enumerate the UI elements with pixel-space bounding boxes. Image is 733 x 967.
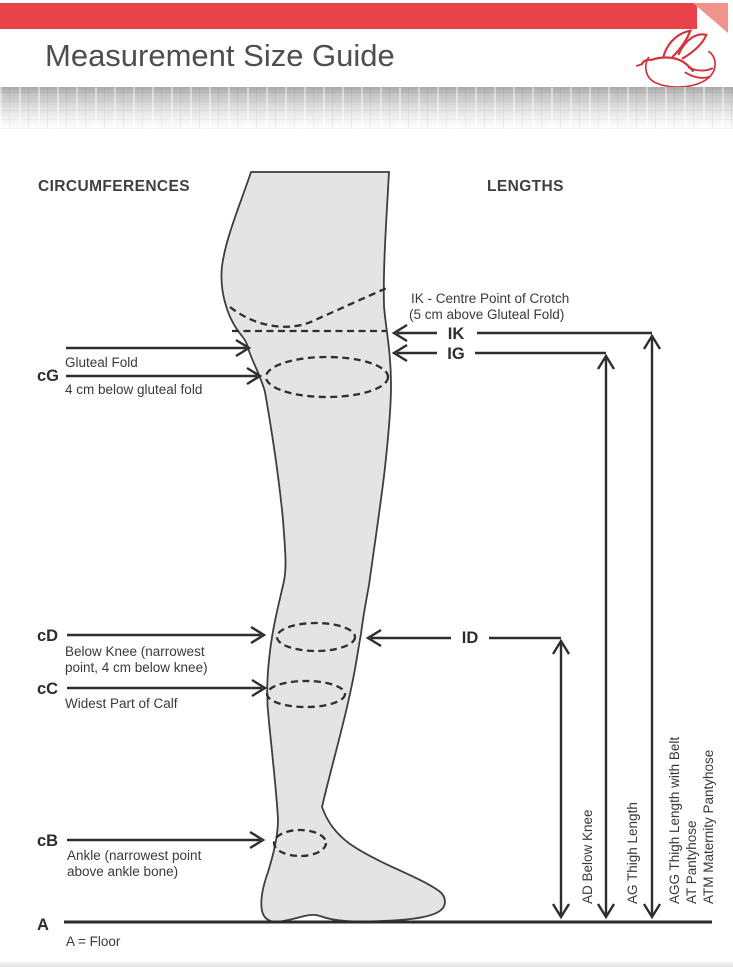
leg-illustration — [221, 172, 444, 922]
cb-label-line2: above ankle bone) — [67, 864, 179, 879]
ik-length-callout — [394, 325, 652, 343]
leg-outline — [221, 172, 444, 922]
ig-code: IG — [447, 345, 465, 363]
ad-label: AD Below Knee — [580, 809, 595, 904]
at-label: AT Pantyhose — [684, 820, 699, 904]
cb-label-line1: Ankle (narrowest point — [67, 848, 202, 863]
id-code: ID — [461, 629, 479, 647]
cb-callout — [37, 832, 263, 879]
circumferences-header: CIRCUMFERENCES — [38, 178, 190, 195]
ad-measure-line — [553, 641, 595, 917]
id-length-callout — [368, 629, 561, 647]
gluteal-fold-label: Gluteal Fold — [65, 355, 138, 370]
cc-callout — [37, 680, 265, 711]
ik-note — [409, 291, 569, 322]
cd-label-line2: point, 4 cm below knee) — [65, 660, 208, 675]
cg-code: cG — [37, 367, 60, 385]
ik-code: IK — [447, 325, 465, 343]
lengths-header: LENGTHS — [487, 178, 564, 195]
atm-label: ATM Maternity Pantyhose — [701, 749, 716, 904]
floor-callout — [37, 916, 712, 949]
ag-label: AG Thigh Length — [625, 802, 640, 904]
ik-note-line2: (5 cm above Gluteal Fold) — [409, 307, 565, 322]
ik-note-line1: IK - Centre Point of Crotch — [411, 291, 570, 306]
cc-code: cC — [37, 680, 59, 698]
cg-label: 4 cm below gluteal fold — [65, 382, 203, 397]
a-code: A — [37, 916, 49, 934]
agg-label: AGG Thigh Length with Belt — [667, 736, 682, 904]
ig-length-callout — [394, 345, 606, 363]
cc-label: Widest Part of Calf — [65, 696, 178, 711]
gluteal-fold-callout — [65, 340, 249, 370]
agg-measure-line — [644, 336, 716, 917]
cd-callout — [37, 627, 264, 675]
cg-callout — [37, 367, 260, 397]
cd-code: cD — [37, 627, 59, 645]
ag-measure-line — [598, 356, 640, 917]
cb-code: cB — [37, 832, 59, 850]
page-title: Measurement Size Guide — [45, 38, 395, 73]
cd-label-line1: Below Knee (narrowest — [65, 644, 205, 659]
floor-label: A = Floor — [66, 934, 121, 949]
